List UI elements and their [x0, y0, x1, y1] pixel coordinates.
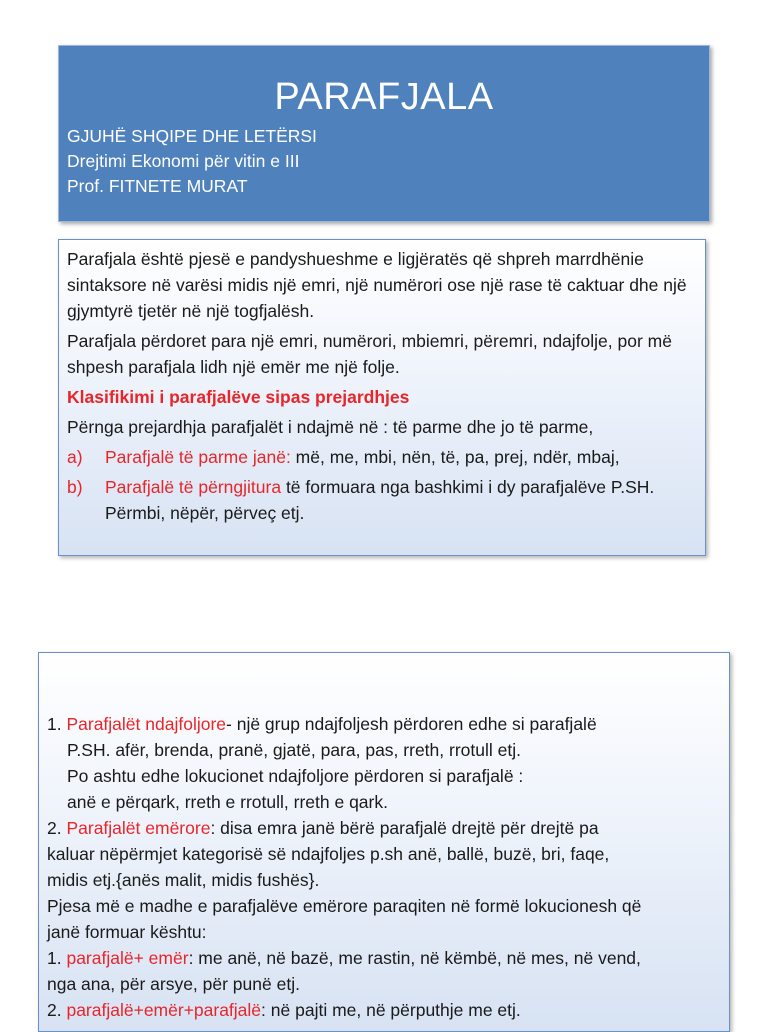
list-item-b [67, 474, 697, 526]
types-box [38, 652, 730, 1032]
list-item-b-content [105, 474, 697, 526]
line-number: 1. [47, 948, 67, 968]
list-item-b-text: të formuara nga bashkimi i dy parafjalëve P.SH. Përmbi, nëpër, përveç etj. [105, 477, 655, 523]
subtitle-professor: Prof. FITNETE MURAT [67, 176, 248, 196]
preposition-noun-preposition-label: parafjalë+emër+parafjalë [66, 1000, 262, 1020]
list-item-b-label: Parafjalë të përngjitura [105, 477, 282, 497]
list-marker-a: a) [67, 447, 83, 467]
slide-subtitles [67, 124, 317, 199]
types-line-8: Pjesa më e madhe e parafjalëve emërore paraqiten në formë lokucionesh që [47, 896, 642, 916]
usage-paragraph: Parafjala përdoret para një emri, numërori, mbiemri, përemri, ndajfolje, por më shpesh parafjala lidh një emër me një folje. [67, 331, 672, 377]
line-text: - një grup ndajfoljesh përdoren edhe si parafjalë [226, 714, 597, 734]
origin-paragraph: Përnga prejardhja parafjalët i ndajmë në : të parme dhe jo të parme, [67, 417, 594, 437]
preposition-noun-label: parafjalë+ emër [66, 948, 189, 968]
types-line-3: Po ashtu edhe lokucionet ndajfoljore përdoren si parafjalë : [67, 766, 524, 786]
line-text: : me anë, në bazë, me rastin, në këmbë, në mes, në vend, [188, 948, 641, 968]
list-item-a-label: Parafjalë të parme janë: [105, 447, 291, 467]
types-line-4: anë e përqark, rreth e rrotull, rreth e qark. [67, 792, 388, 812]
title-slide [58, 45, 710, 222]
adverbial-label: Parafjalët ndajfoljore [66, 714, 227, 734]
definition-paragraph: Parafjala është pjesë e pandyshueshme e ligjëratës që shpreh marrdhënie sintaksore në varësi midis një emri, një numërori ose një rase të caktuar dhe një gjymtyrë tjetër në një togfjalësh. [67, 249, 687, 321]
list-item-a-text: më, me, mbi, nën, të, pa, prej, ndër, mbaj, [290, 447, 620, 467]
line-text: : në pajti me, në përputhje me etj. [261, 1000, 521, 1020]
definition-box [58, 239, 706, 556]
types-line-2: P.SH. afër, brenda, pranë, gjatë, para, pas, rreth, rrotull etj. [67, 740, 521, 760]
list-marker-b: b) [67, 477, 83, 497]
line-number: 2. [47, 818, 67, 838]
types-line-1 [47, 711, 721, 737]
types-line-10 [47, 945, 721, 971]
list-item-a-content [105, 444, 620, 470]
nominal-label: Parafjalët emërore [66, 818, 211, 838]
subtitle-subject: GJUHË SHQIPE DHE LETËRSI [67, 126, 317, 146]
types-line-7: midis etj.{anës malit, midis fushës}. [47, 870, 320, 890]
subtitle-course: Drejtimi Ekonomi për vitin e III [67, 151, 300, 171]
types-line-5 [47, 815, 721, 841]
types-line-11: nga ana, për arsye, për punë etj. [47, 974, 300, 994]
slide-title: PARAFJALA [274, 76, 494, 118]
types-line-6: kaluar nëpërmjet kategorisë së ndajfoljes p.sh anë, ballë, buzë, bri, faqe, [47, 844, 610, 864]
classification-heading: Klasifikimi i parafjalëve sipas prejardhjes [67, 387, 410, 407]
line-number: 1. [47, 714, 67, 734]
list-item-a [67, 444, 697, 470]
line-text: : disa emra janë bërë parafjalë drejtë për drejtë pa [210, 818, 599, 838]
types-line-12 [47, 997, 721, 1023]
line-number: 2. [47, 1000, 67, 1020]
types-line-9: janë formuar kështu: [47, 922, 207, 942]
